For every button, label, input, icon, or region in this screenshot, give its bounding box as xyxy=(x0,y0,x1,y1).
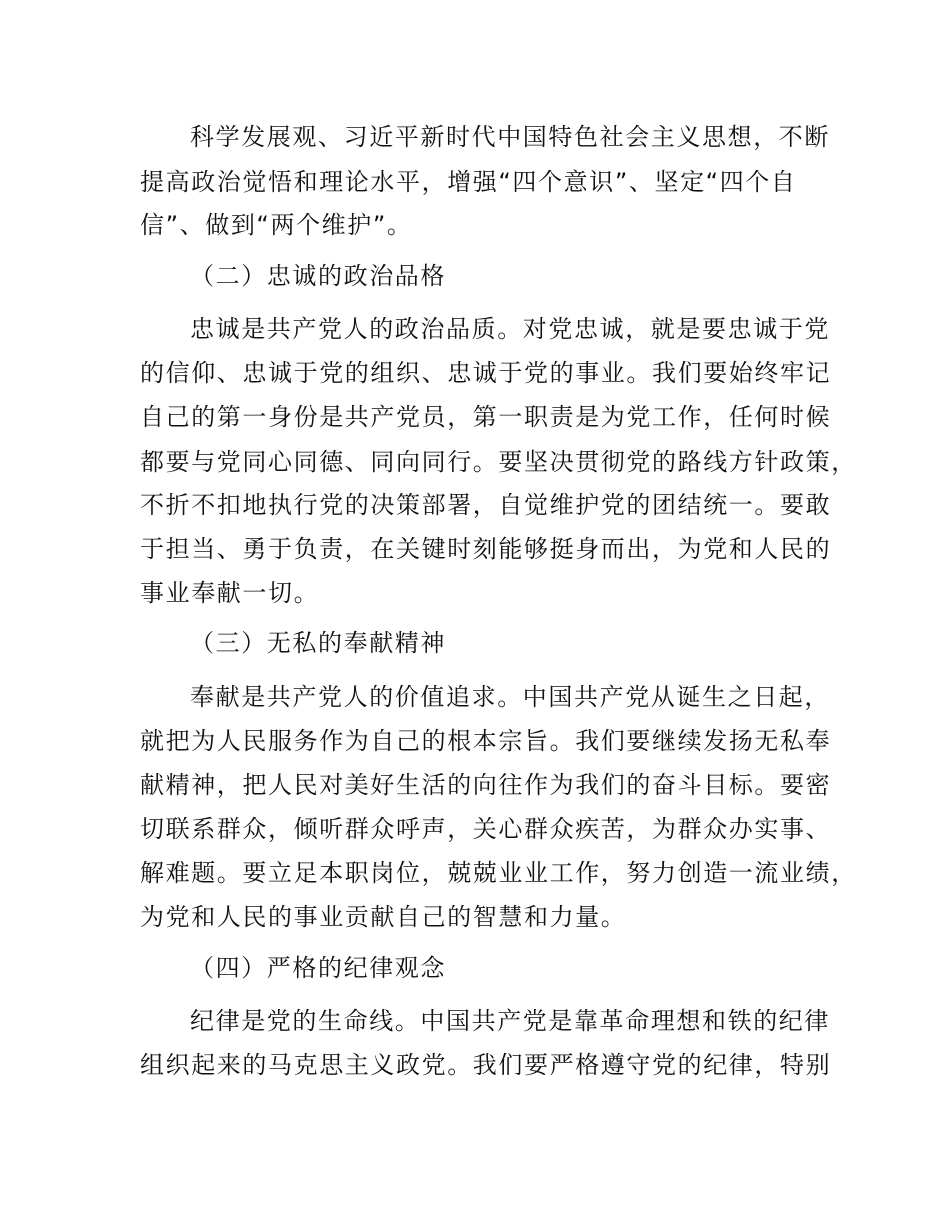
paragraph-line: 都要与党同心同德、同向同行。要坚决贯彻党的路线方针政策， xyxy=(140,448,857,476)
paragraph-line: 纪律是党的生命线。中国共产党是靠革命理想和铁的纪律 xyxy=(190,1007,830,1035)
paragraph-line: 提高政治觉悟和理论水平，增强“四个意识”、坚定“四个自 xyxy=(140,168,797,196)
paragraph-line: 组织起来的马克思主义政党。我们要严格遵守党的纪律，特别 xyxy=(140,1051,832,1079)
paragraph-line: 不折不扣地执行党的决策部署，自觉维护党的团结统一。要敢 xyxy=(140,491,832,519)
paragraph-line: 献精神，把人民对美好生活的向往作为我们的奋斗目标。要密 xyxy=(140,771,832,799)
paragraph-line: 奉献是共产党人的价值追求。中国共产党从诞生之日起， xyxy=(190,683,830,711)
paragraph-line: 的信仰、忠诚于党的组织、忠诚于党的事业。我们要始终牢记 xyxy=(140,359,832,387)
paragraph-line: 切联系群众，倾听群众呼声，关心群众疾苦，为群众办实事、 xyxy=(140,815,832,843)
paragraph-line: 科学发展观、习近平新时代中国特色社会主义思想，不断 xyxy=(190,123,830,151)
paragraph-line: 忠诚是共产党人的政治品质。对党忠诚，就是要忠诚于党 xyxy=(190,315,830,343)
paragraph-line: 事业奉献一切。 xyxy=(140,579,320,607)
paragraph-line: 信”、做到“两个维护”。 xyxy=(140,211,413,239)
paragraph-line: 于担当、勇于负责，在关键时刻能够挺身而出，为党和人民的 xyxy=(140,535,832,563)
paragraph-line: 自己的第一身份是共产党员，第一职责是为党工作，任何时候 xyxy=(140,403,832,431)
paragraph-line: 解难题。要立足本职岗位，兢兢业业工作，努力创造一流业绩， xyxy=(140,859,857,887)
section-heading: （二）忠诚的政治品格 xyxy=(190,262,446,290)
section-heading: （四）严格的纪律观念 xyxy=(190,954,446,982)
paragraph-line: 为党和人民的事业贡献自己的智慧和力量。 xyxy=(140,903,627,931)
section-heading: （三）无私的奉献精神 xyxy=(190,629,446,657)
paragraph-line: 就把为人民服务作为自己的根本宗旨。我们要继续发扬无私奉 xyxy=(140,727,832,755)
